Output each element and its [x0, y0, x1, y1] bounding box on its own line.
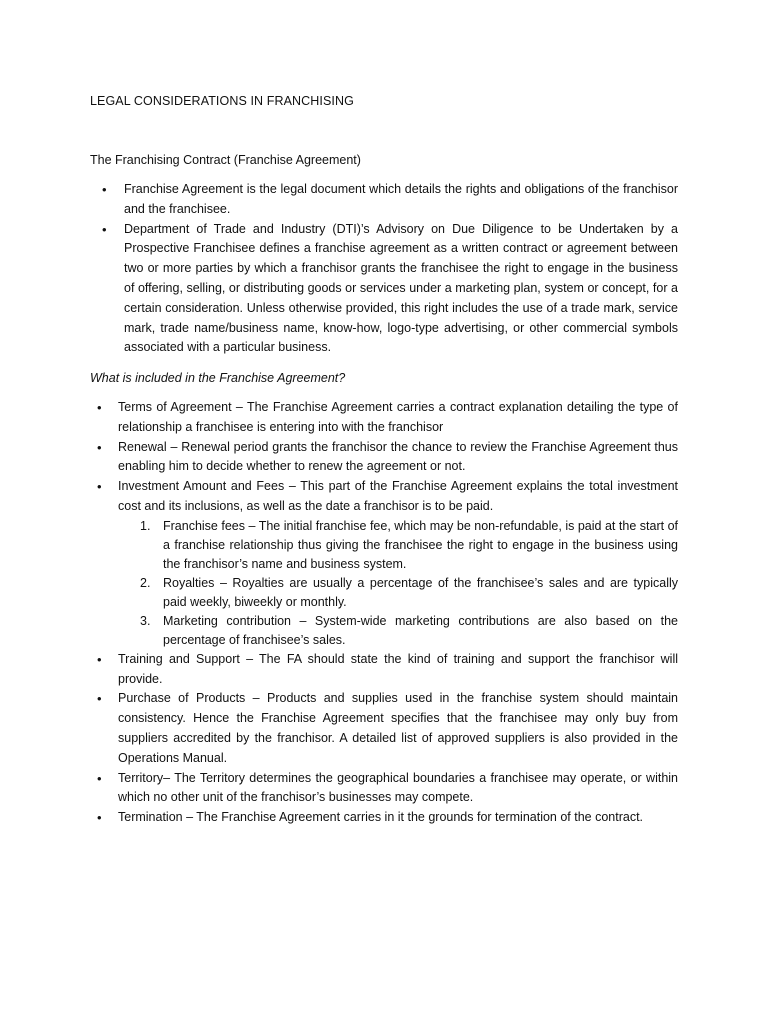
- list-item: • Department of Trade and Industry (DTI)’s Advisory on Due Diligence to be Undertaken by a Prospective Franchisee defines a franchise agreement as a written contract or agreement between two or more parties by which a franchisor grants the franchisee the right to engage in the business of offering, selling, or distributing goods or services under a marketing plan, system or concept, for a certain consideration. Unless otherwise provided, this right includes the use of a trade mark, service mark, trade name/business name, know-how, logo-type advertising, or other commercial symbols associated with a particular business.: [90, 220, 678, 359]
- list-item: • Territory– The Territory determines the geographical boundaries a franchisee may operate, or within which no other unit of the franchisor’s businesses may compete.: [90, 769, 678, 809]
- fee-item: 3. Marketing contribution – System-wide marketing contributions are also based on the percentage of franchisee’s sales.: [118, 612, 678, 650]
- list-item: • Renewal – Renewal period grants the franchisor the chance to review the Franchise Agreement thus enabling him to decide whether to renew the agreement or not.: [90, 438, 678, 478]
- document-title: LEGAL CONSIDERATIONS IN FRANCHISING: [90, 94, 354, 108]
- list-item: • Terms of Agreement – The Franchise Agreement carries a contract explanation detailing the type of relationship a franchisee is entering into with the franchisor: [90, 398, 678, 438]
- fee-item: 2. Royalties – Royalties are usually a percentage of the franchisee’s sales and are typically paid weekly, biweekly or monthly.: [118, 574, 678, 612]
- list-item: • Termination – The Franchise Agreement carries in it the grounds for termination of the contract.: [90, 808, 678, 828]
- list-item: • Purchase of Products – Products and supplies used in the franchise system should maintain consistency. Hence the Franchise Agreement specifies that the franchisee may only buy from suppliers accredited by the franchisor. A detailed list of approved suppliers is also provided in the Operations Manual.: [90, 689, 678, 768]
- list-item: • Franchise Agreement is the legal document which details the rights and obligations of the franchisor and the franchisee.: [90, 180, 678, 220]
- franchise-agreement-definition-list: [90, 180, 678, 358]
- list-item-text: Investment Amount and Fees – This part of the Franchise Agreement explains the total investment cost and its inclusions, as well as the date a franchisor is to be paid.: [118, 479, 678, 513]
- section-title: The Franchising Contract (Franchise Agreement): [90, 153, 361, 167]
- agreement-contents-list: [90, 398, 678, 828]
- fee-item: 1. Franchise fees – The initial franchise fee, which may be non-refundable, is paid at the start of a franchise relationship thus giving the franchisee the right to engage in the business using the franchisor’s name and business system.: [118, 517, 678, 574]
- list-item-investment: [90, 477, 678, 650]
- list-item: • Training and Support – The FA should state the kind of training and support the franchisor will provide.: [90, 650, 678, 690]
- fees-list: [118, 517, 678, 650]
- subsection-title: What is included in the Franchise Agreement?: [90, 371, 346, 385]
